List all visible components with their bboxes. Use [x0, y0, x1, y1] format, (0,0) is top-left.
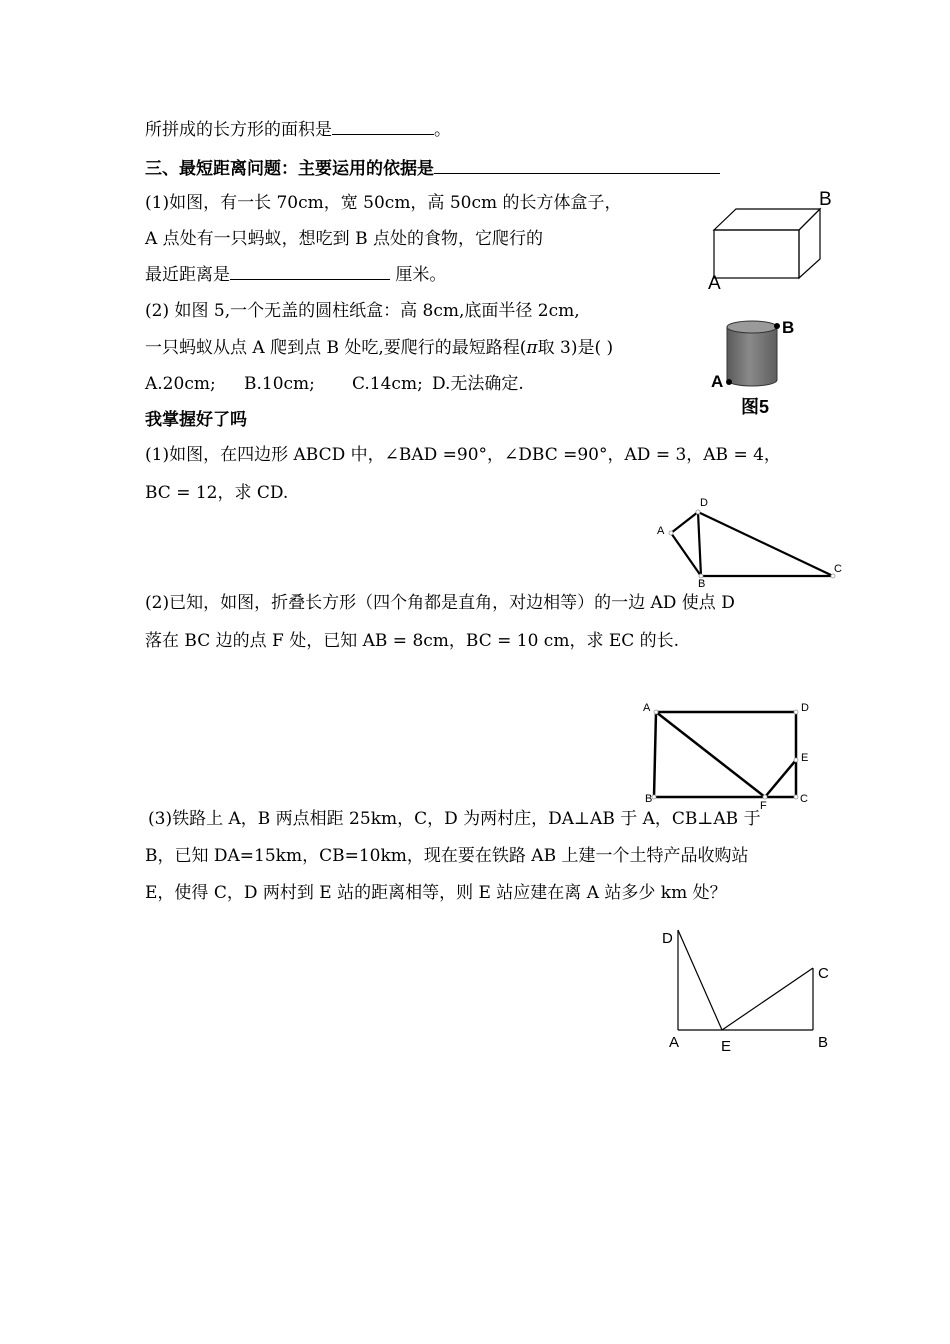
q1-line-3: [145, 263, 446, 286]
cylinder-point-a: [726, 379, 732, 385]
rail-label-a: A: [669, 1034, 680, 1051]
segment-dc: [698, 512, 833, 576]
box-side-face: [799, 209, 820, 278]
q2-option-c[interactable]: C.14cm;: [352, 374, 423, 394]
section-heading-text: 三、最短距离问题：主要运用的依据是: [145, 159, 434, 179]
rect-label-a: A: [643, 702, 651, 714]
p3-line-2: B，已知 DA=15km，CB=10km，现在要在铁路 AB 上建一个土特产品收购站: [145, 846, 749, 866]
p1-line-2: BC = 12，求 CD.: [145, 483, 289, 503]
railway-figure: [655, 920, 845, 1060]
p1-line-1: (1)如图，在四边形 ABCD 中，∠BAD =90°，∠DBC =90°，AD = 3，AB = 4，: [145, 445, 781, 465]
q2-option-d[interactable]: D.无法确定.: [432, 374, 524, 394]
box-label-a: A: [708, 273, 721, 294]
rect-label-b: B: [645, 793, 653, 805]
segment-af: [656, 712, 765, 797]
q1-answer-blank[interactable]: [230, 263, 390, 280]
segment-da: [671, 512, 698, 533]
box-front-face: [714, 230, 799, 278]
quadrilateral-figure: [650, 490, 850, 590]
area-question-line: [145, 118, 451, 141]
q2-option-a[interactable]: A.20cm;: [145, 374, 216, 394]
cylinder-figure: [705, 310, 815, 420]
rect-label-e: E: [801, 752, 809, 764]
area-answer-blank[interactable]: [332, 118, 434, 135]
segment-ab: [654, 712, 656, 797]
rail-label-b: B: [818, 1034, 829, 1051]
q1-unit: 厘米。: [390, 265, 447, 285]
area-question-text: 所拼成的长方形的面积是: [145, 120, 332, 140]
p3-line-1: (3)铁路上 A，B 两点相距 25km，C，D 为两村庄，DA⊥AB 于 A，CB⊥AB 于: [148, 809, 761, 829]
rail-label-e: E: [721, 1038, 732, 1055]
p2-line-2: 落在 BC 边的点 F 处，已知 AB = 8cm，BC = 10 cm，求 EC 的长.: [145, 631, 680, 651]
segment-ab: [671, 533, 701, 576]
cylinder-top: [727, 321, 777, 333]
q2-pi-symbol: π: [526, 338, 538, 358]
cylinder-label-a: A: [711, 372, 724, 391]
box-label-b: B: [819, 189, 832, 210]
q2-option-b[interactable]: B.10cm;: [244, 374, 315, 394]
rect-label-d: D: [801, 702, 809, 714]
section-shortest-distance-heading: [145, 157, 720, 180]
rail-label-d: D: [662, 930, 673, 947]
q2-line-2: [145, 337, 613, 359]
section-practice-heading: 我掌握好了吗: [145, 410, 247, 430]
folded-rectangle-figure: [635, 698, 820, 813]
segment-fe: [765, 760, 796, 797]
p3-line-3: E，使得 C，D 两村到 E 站的距离相等，则 E 站应建在离 A 站多少 km 处？: [145, 883, 727, 903]
rail-label-c: C: [818, 965, 829, 982]
q1-line-2: A 点处有一只蚂蚁，想吃到 B 点处的食物，它爬行的: [145, 229, 543, 249]
q1-line-3-text: 最近距离是: [145, 265, 230, 285]
rect-label-f: F: [760, 800, 767, 812]
q2-line-1: (2) 如图 5,一个无盖的圆柱纸盒：高 8cm,底面半径 2cm,: [145, 301, 580, 321]
quad-label-a: A: [657, 525, 665, 537]
segment-ec: [722, 968, 813, 1030]
quad-label-d: D: [700, 497, 708, 509]
q2-line-2-end: 取 3)是( ): [537, 338, 614, 358]
quad-label-b: B: [698, 578, 706, 590]
area-question-end: 。: [434, 120, 451, 140]
cylinder-point-b: [774, 323, 780, 329]
p2-line-1: (2)已知，如图，折叠长方形（四个角都是直角，对边相等）的一边 AD 使点 D: [145, 593, 735, 613]
segment-de: [678, 930, 722, 1030]
box-top-face: [714, 209, 820, 230]
cylinder-body: [727, 327, 777, 386]
q2-line-2-text: 一只蚂蚁从点 A 爬到点 B 处吃,要爬行的最短路程(: [145, 338, 527, 358]
cylinder-label-b: B: [782, 318, 795, 337]
basis-answer-blank[interactable]: [434, 157, 720, 174]
figure-5-caption: 图5: [741, 397, 770, 417]
rect-label-c: C: [800, 793, 808, 805]
quad-label-c: C: [834, 563, 842, 575]
q1-line-1: (1)如图，有一长 70cm，宽 50cm，高 50cm 的长方体盒子，: [145, 193, 622, 213]
box-figure: [700, 185, 850, 295]
segment-db: [698, 512, 701, 576]
